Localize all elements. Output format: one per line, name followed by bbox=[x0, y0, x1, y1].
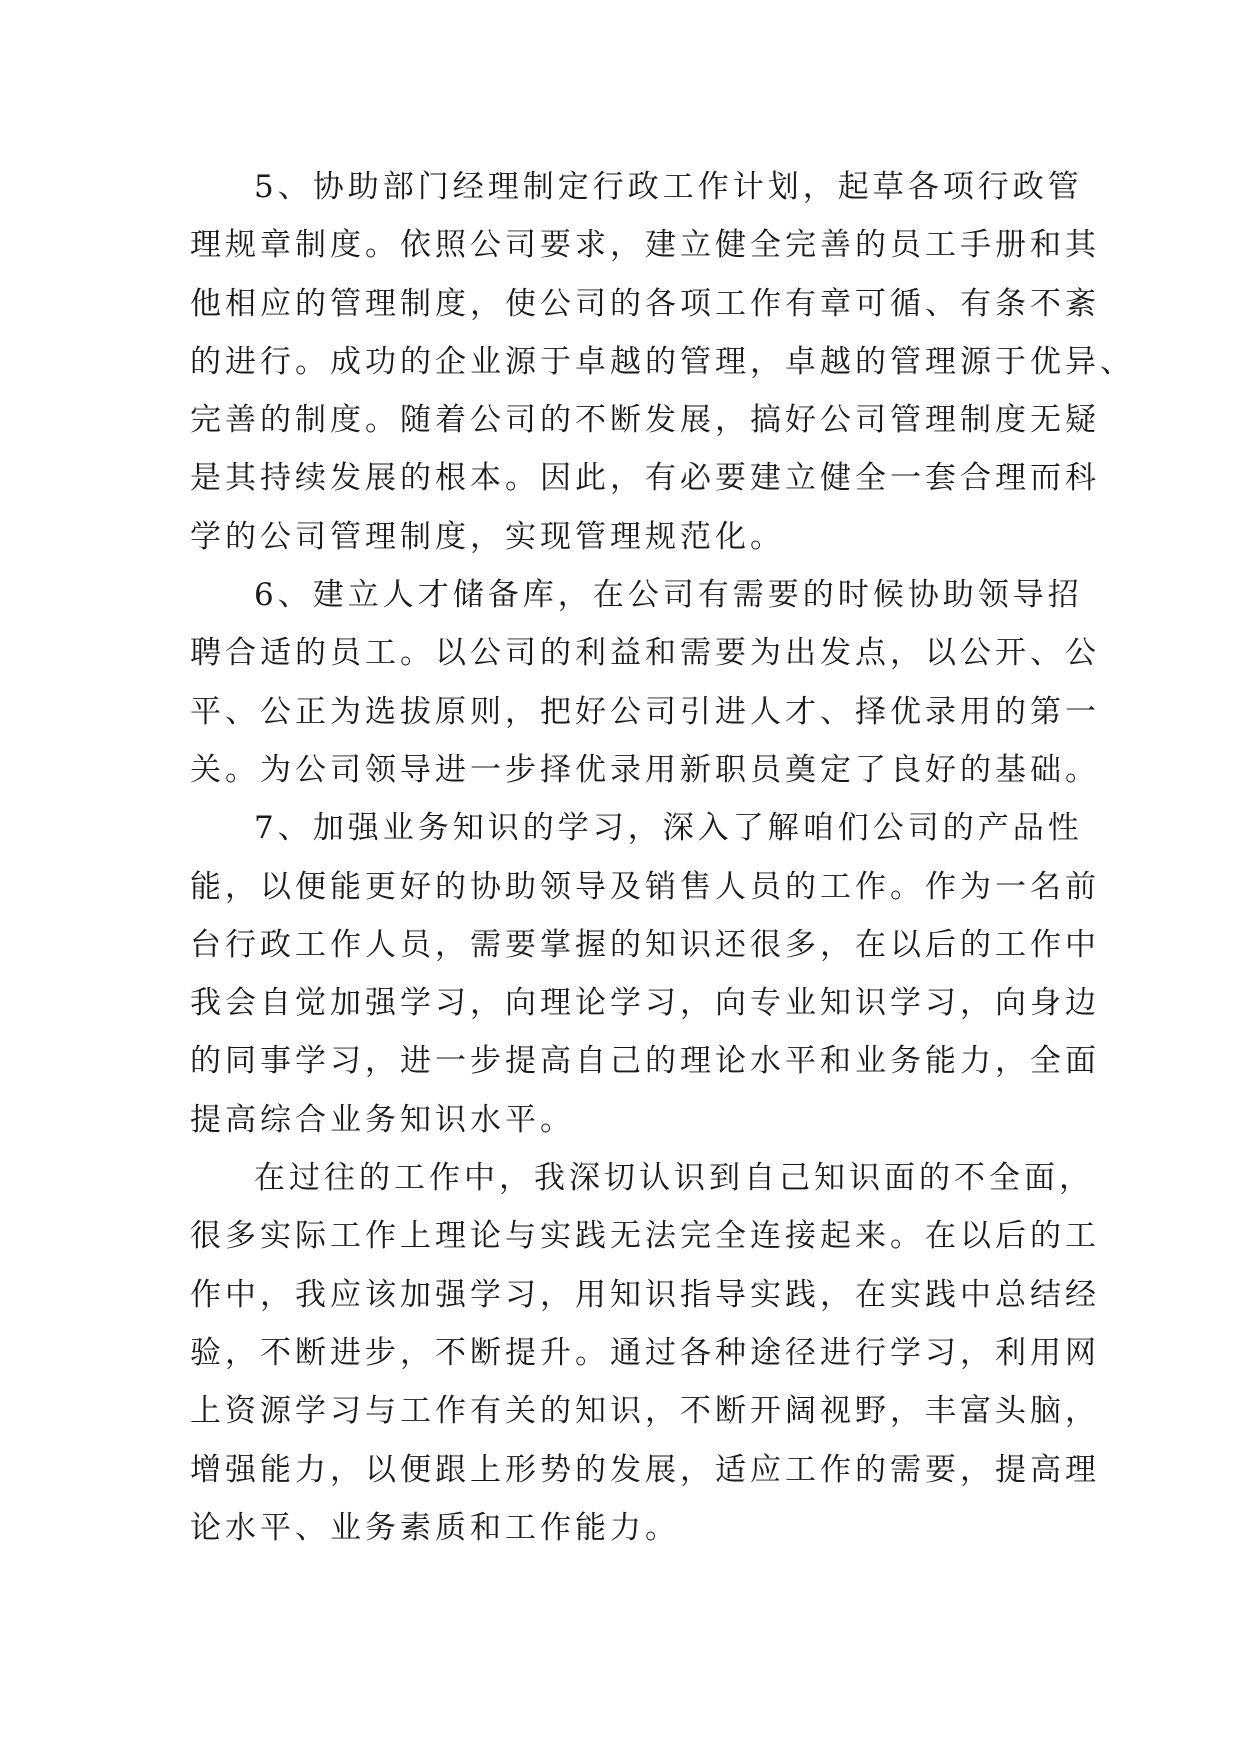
text-line: 很多实际工作上理论与实践无法完全连接起来。在以后的工 bbox=[190, 1218, 1100, 1255]
text-line: 是其持续发展的根本。因此，有必要建立健全一套合理而科 bbox=[190, 460, 1100, 497]
text-line: 能，以便能更好的协助领导及销售人员的工作。作为一名前 bbox=[190, 868, 1100, 905]
text-line: 验，不断进步，不断提升。通过各种途径进行学习，利用网 bbox=[190, 1334, 1100, 1371]
document-body bbox=[190, 158, 1135, 1557]
text-line: 平、公正为选拔原则，把好公司引进人才、择优录用的第一 bbox=[190, 693, 1100, 730]
text-line: 6、建立人才储备库，在公司有需要的时候协助领导招 bbox=[254, 577, 1083, 614]
text-line: 的同事学习，进一步提高自己的理论水平和业务能力，全面 bbox=[190, 1043, 1100, 1080]
paragraph-closing bbox=[190, 1149, 1100, 1557]
text-line: 台行政工作人员，需要掌握的知识还很多，在以后的工作中 bbox=[190, 926, 1100, 963]
paragraph-6 bbox=[190, 566, 1100, 799]
text-line: 我会自觉加强学习，向理论学习，向专业知识学习，向身边 bbox=[190, 985, 1100, 1022]
text-line: 他相应的管理制度，使公司的各项工作有章可循、有条不紊 bbox=[190, 285, 1100, 322]
text-line: 的进行。成功的企业源于卓越的管理，卓越的管理源于优异、 bbox=[190, 343, 1135, 380]
paragraph-5 bbox=[190, 158, 1135, 566]
text-line: 上资源学习与工作有关的知识，不断开阔视野，丰富头脑， bbox=[190, 1393, 1100, 1430]
text-line: 7、加强业务知识的学习，深入了解咱们公司的产品性 bbox=[254, 810, 1083, 847]
text-line: 论水平、业务素质和工作能力。 bbox=[190, 1509, 680, 1546]
text-line: 聘合适的员工。以公司的利益和需要为出发点，以公开、公 bbox=[190, 635, 1100, 672]
paragraph-7 bbox=[190, 799, 1100, 1149]
text-line: 提高综合业务知识水平。 bbox=[190, 1101, 575, 1138]
text-line: 作中，我应该加强学习，用知识指导实践，在实践中总结经 bbox=[190, 1276, 1100, 1313]
text-line: 关。为公司领导进一步择优录用新职员奠定了良好的基础。 bbox=[190, 751, 1100, 788]
text-line: 在过往的工作中，我深切认识到自己知识面的不全面， bbox=[254, 1160, 1094, 1197]
text-line: 学的公司管理制度，实现管理规范化。 bbox=[190, 518, 785, 555]
text-line: 增强能力，以便跟上形势的发展，适应工作的需要，提高理 bbox=[190, 1451, 1100, 1488]
text-line: 理规章制度。依照公司要求，建立健全完善的员工手册和其 bbox=[190, 227, 1100, 264]
text-line: 完善的制度。随着公司的不断发展，搞好公司管理制度无疑 bbox=[190, 402, 1100, 439]
text-line: 5、协助部门经理制定行政工作计划，起草各项行政管 bbox=[254, 169, 1083, 205]
